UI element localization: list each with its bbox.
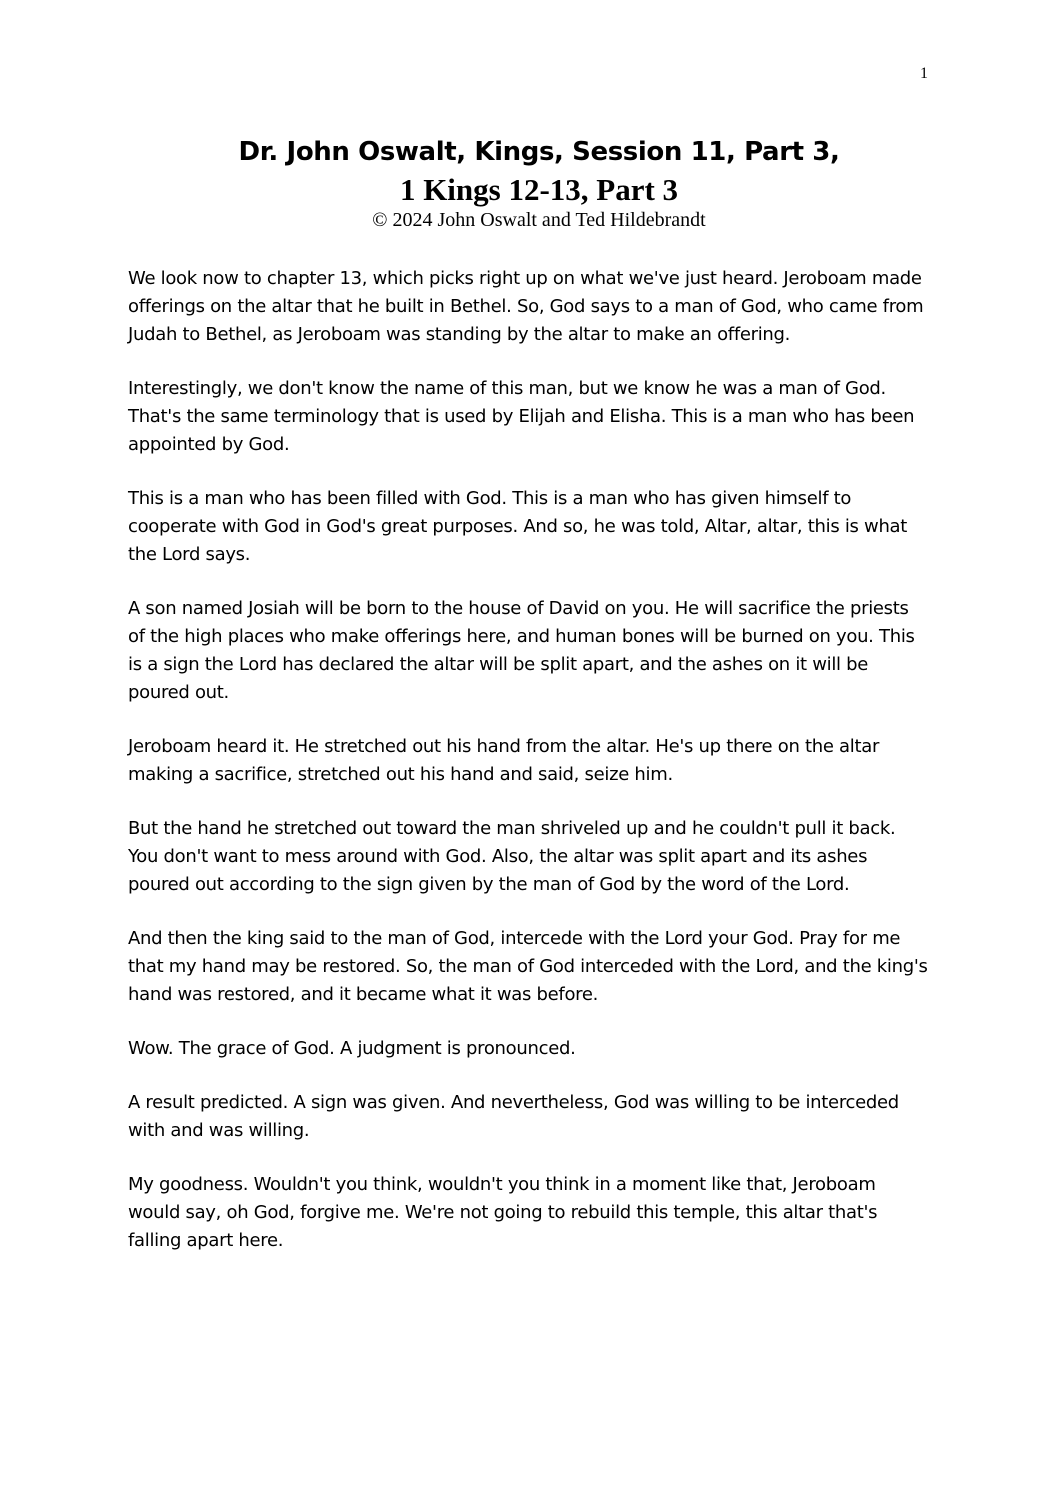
paragraph: A result predicted. A sign was given. And nevertheless, God was willing to be interceded with and was willing. — [128, 1092, 899, 1141]
paragraph: But the hand he stretched out toward the man shriveled up and he couldn't pull it back. You don't want to mess around with God. Also, the altar was split apart and its ashes poured out according to the sign given by the man of God by the word of the Lord. — [128, 818, 896, 895]
title-block — [0, 133, 1058, 231]
paragraph: A son named Josiah will be born to the house of David on you. He will sacrifice the priests of the high places who make offerings here, and human bones will be burned on you. This is a sign the Lord has declared the altar will be split apart, and the ashes on it will be poured out. — [128, 598, 915, 703]
copyright-line: © 2024 John Oswalt and Ted Hildebrandt — [372, 209, 706, 231]
paragraph: Interestingly, we don't know the name of this man, but we know he was a man of God. That's the same terminology that is used by Elijah and Elisha. This is a man who has been appointed by God. — [128, 378, 915, 455]
paragraph: My goodness. Wouldn't you think, wouldn't you think in a moment like that, Jeroboam would say, oh God, forgive me. We're not going to rebuild this temple, this altar that's falling apart here. — [128, 1174, 878, 1251]
document-title: Dr. John Oswalt, Kings, Session 11, Part 3, — [238, 137, 840, 167]
paragraph: This is a man who has been filled with God. This is a man who has given himself to cooperate with God in God's great purposes. And so, he was told, Altar, altar, this is what the Lord says. — [128, 488, 908, 565]
paragraph: We look now to chapter 13, which picks right up on what we've just heard. Jeroboam made offerings on the altar that he built in Bethel. So, God says to a man of God, who came from Judah to Bethel, as Jeroboam was standing by the altar to make an offering. — [128, 268, 924, 345]
body-text — [128, 265, 930, 1281]
page-number: 1 — [920, 65, 928, 82]
paragraph: And then the king said to the man of God, intercede with the Lord your God. Pray for me that my hand may be restored. So, the man of God interceded with the Lord, and the king's hand was restored, and it became what it was before. — [128, 928, 928, 1005]
document-subtitle: 1 Kings 12-13, Part 3 — [399, 172, 679, 207]
paragraph: Jeroboam heard it. He stretched out his hand from the altar. He's up there on the altar making a sacrifice, stretched out his hand and said, seize him. — [128, 736, 880, 785]
paragraph: Wow. The grace of God. A judgment is pronounced. — [128, 1038, 576, 1059]
